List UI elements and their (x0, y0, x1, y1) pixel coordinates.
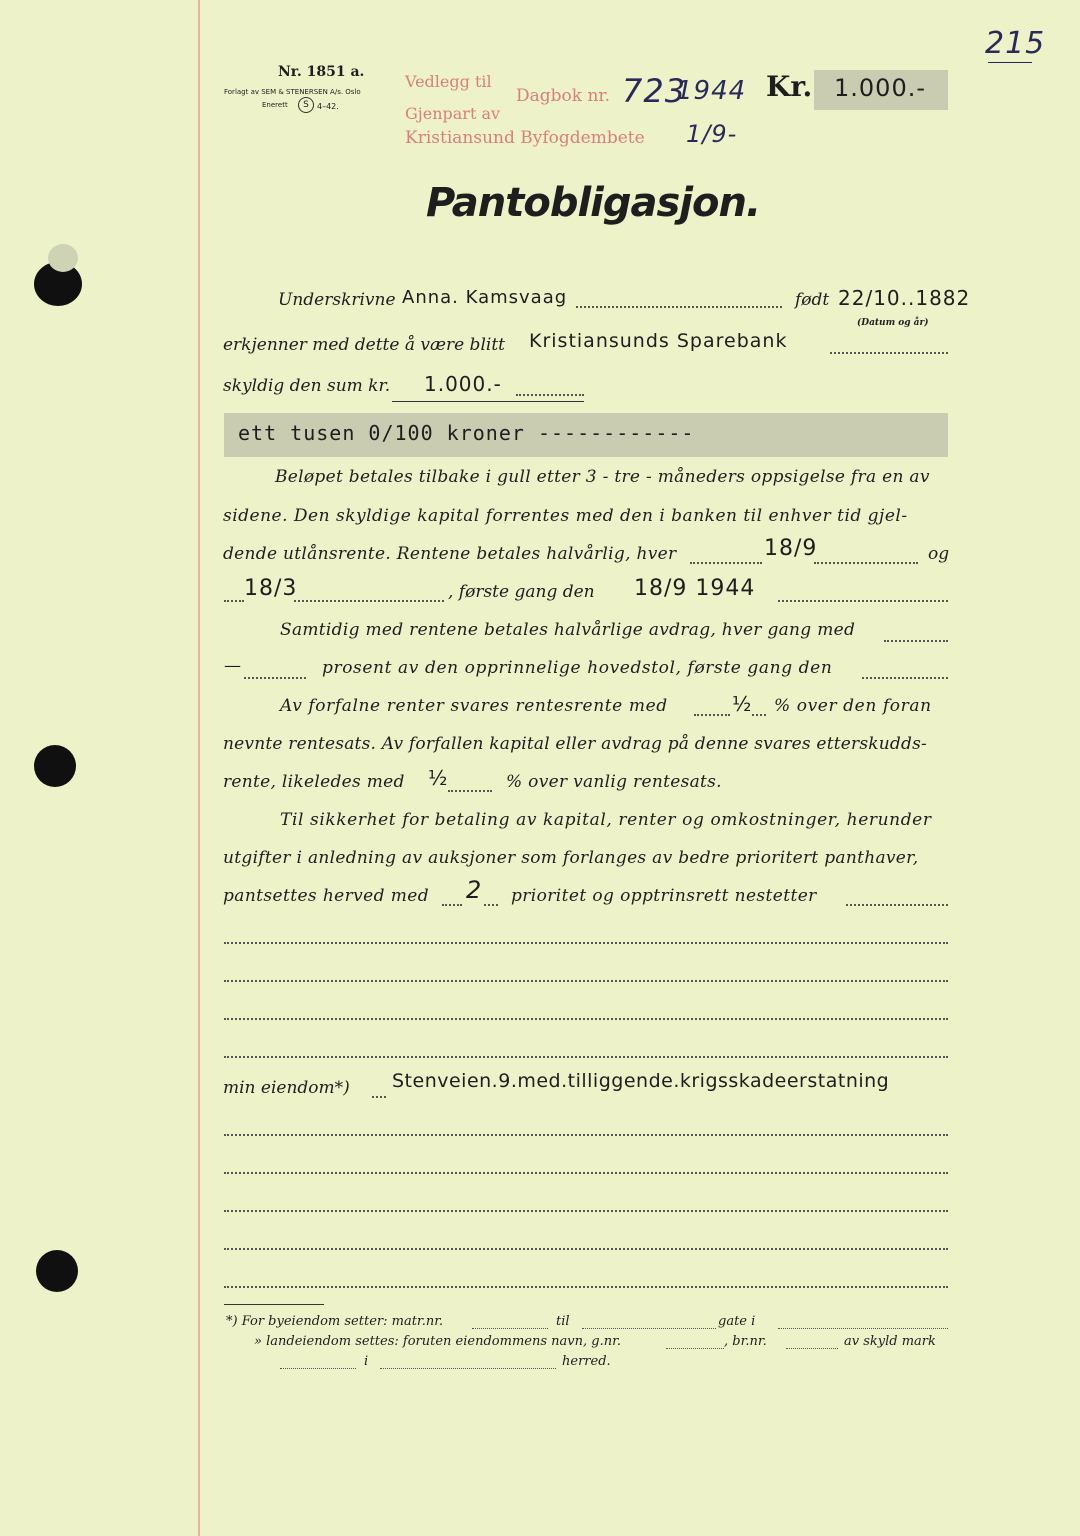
footnote-line1: *) For byeiendom setter: matr.nr. (226, 1314, 444, 1329)
amount-label: Kr. (766, 70, 813, 103)
dotted-line (224, 942, 948, 944)
page-title: Pantobligasjon. (426, 180, 761, 226)
sum-underline (392, 401, 584, 402)
footnote-line2-skyld: av skyld mark (844, 1334, 936, 1349)
prosent-dash: — (224, 656, 241, 676)
forfalne-text2: % over den foran (774, 696, 932, 716)
dotted-line (224, 1210, 948, 1212)
eiendom-value: Stenveien.9.med.tilliggende.krigsskadeerstatning (392, 1070, 890, 1092)
dotted-line (244, 677, 306, 679)
fodt-date: 22/10..1882 (838, 286, 971, 310)
sum-value: 1.000.- (424, 372, 502, 396)
stamp-dagbok-label: Dagbok nr. (516, 86, 611, 106)
sum-words: ett tusen 0/100 kroner ------------ (238, 421, 695, 445)
underskrivne-name: Anna. Kamsvaag (402, 287, 568, 308)
publisher-logo-icon: S (298, 97, 314, 113)
dotted-line (694, 714, 730, 716)
dende-text: dende utlånsrente. Rentene betales halvårlig, hver (223, 544, 677, 564)
publisher-date: 4–42. (317, 102, 339, 111)
punch-hole-icon (36, 1250, 78, 1292)
pantsettes-value: 2 (466, 876, 483, 904)
dotted-line (666, 1348, 724, 1349)
nevnte-text: nevnte rentesats. Av forfallen kapital eller avdrag på denne svares etterskudds- (223, 734, 927, 754)
forste-text: , første gang den (448, 582, 595, 602)
punch-hole-icon (34, 262, 82, 306)
forfalne-value: ½ (732, 692, 753, 716)
dotted-line (224, 1172, 948, 1174)
second-term: 18/3 (244, 576, 298, 601)
stamp-line2: Gjenpart av (405, 104, 501, 123)
fodt-label: født (795, 290, 830, 310)
datum-note: (Datum og år) (857, 318, 929, 328)
form-number: Nr. 1851 a. (278, 64, 365, 80)
rente-value: ½ (428, 766, 449, 790)
publisher-line: Forlagt av SEM & STENERSEN A/s. Oslo (224, 88, 361, 96)
footnote-line3-i: i (364, 1354, 369, 1369)
dagbok-number: 723 (622, 72, 687, 110)
utgifter-text: utgifter i anledning av auksjoner som forlanges av bedre prioritert panthaver, (223, 848, 919, 868)
page-number-underline (988, 62, 1032, 63)
dotted-line (516, 394, 584, 396)
footnote-line2: » landeiendom settes: foruten eiendommens navn, g.nr. (254, 1334, 621, 1349)
dotted-line (448, 790, 492, 792)
prosent-text: prosent av den opprinnelige hovedstol, første gang den (322, 658, 833, 678)
sikkerhet-text: Til sikkerhet for betaling av kapital, renter og omkostninger, herunder (280, 810, 932, 830)
underskrivne-label: Underskrivne (278, 290, 396, 310)
amount-value: 1.000.- (834, 74, 926, 102)
belopet-text: Beløpet betales tilbake i gull etter 3 - tre - måneders oppsigelse fra en av (275, 467, 930, 487)
og-text: og (928, 544, 950, 564)
margin-line (198, 0, 200, 1536)
footnote-line1-gate: gate i (718, 1314, 756, 1329)
pantsettes-text2: prioritet og opptrinsrett nestetter (511, 886, 817, 906)
dotted-line (576, 306, 782, 308)
hver-value: 18/9 (764, 536, 818, 561)
sidene-text: sidene. Den skyldige kapital forrentes med den i banken til enhver tid gjel- (223, 506, 908, 526)
dotted-line (224, 1056, 948, 1058)
dotted-line (484, 904, 498, 906)
erkjenner-label: erkjenner med dette å være blitt (223, 335, 505, 355)
dotted-line (582, 1328, 716, 1329)
footnote-line2-brnr: , br.nr. (724, 1334, 767, 1349)
dotted-line (778, 600, 948, 602)
stamp-line1: Vedlegg til (405, 72, 492, 91)
page-number: 215 (985, 26, 1046, 61)
dotted-line (224, 980, 948, 982)
dotted-line (280, 1368, 356, 1369)
dotted-line (224, 1248, 948, 1250)
forfalne-text: Av forfalne renter svares rentesrente med (280, 696, 668, 716)
footnote-line3-herred: herred. (562, 1354, 611, 1369)
dotted-line (294, 600, 444, 602)
dotted-line (442, 904, 462, 906)
forste-value: 18/9 1944 (634, 576, 756, 601)
dagbok-year: 1944 (676, 76, 747, 106)
dotted-line (846, 904, 948, 906)
dotted-line (752, 714, 766, 716)
publisher-enerett: Enerett (262, 101, 288, 109)
creditor-name: Kristiansunds Sparebank (529, 330, 788, 352)
rente-text2: % over vanlig rentesats. (506, 772, 722, 792)
stamp-line3: Kristiansund Byfogdembete (405, 128, 645, 148)
dotted-line (786, 1348, 838, 1349)
skyldig-label: skyldig den sum kr. (223, 376, 391, 396)
stamp-date: 1/9- (686, 120, 738, 148)
dotted-line (224, 1134, 948, 1136)
footnote-line1-til: til (556, 1314, 570, 1329)
dotted-line (778, 1328, 948, 1329)
samtidig-text: Samtidig med rentene betales halvårlige avdrag, hver gang med (280, 620, 856, 640)
dotted-line (814, 562, 918, 564)
dotted-line (884, 640, 948, 642)
eiendom-label: min eiendom*) (223, 1078, 350, 1098)
dotted-line (224, 1286, 948, 1288)
dotted-line (372, 1096, 386, 1098)
dotted-line (224, 600, 244, 602)
dotted-line (380, 1368, 556, 1369)
dotted-line (830, 352, 948, 354)
rente-text: rente, likeledes med (223, 772, 405, 792)
dotted-line (690, 562, 762, 564)
dotted-line (862, 677, 948, 679)
punch-hole-icon (34, 745, 76, 787)
dotted-line (224, 1018, 948, 1020)
pantsettes-text: pantsettes herved med (223, 886, 429, 906)
footnote-rule (224, 1304, 324, 1305)
dotted-line (472, 1328, 548, 1329)
